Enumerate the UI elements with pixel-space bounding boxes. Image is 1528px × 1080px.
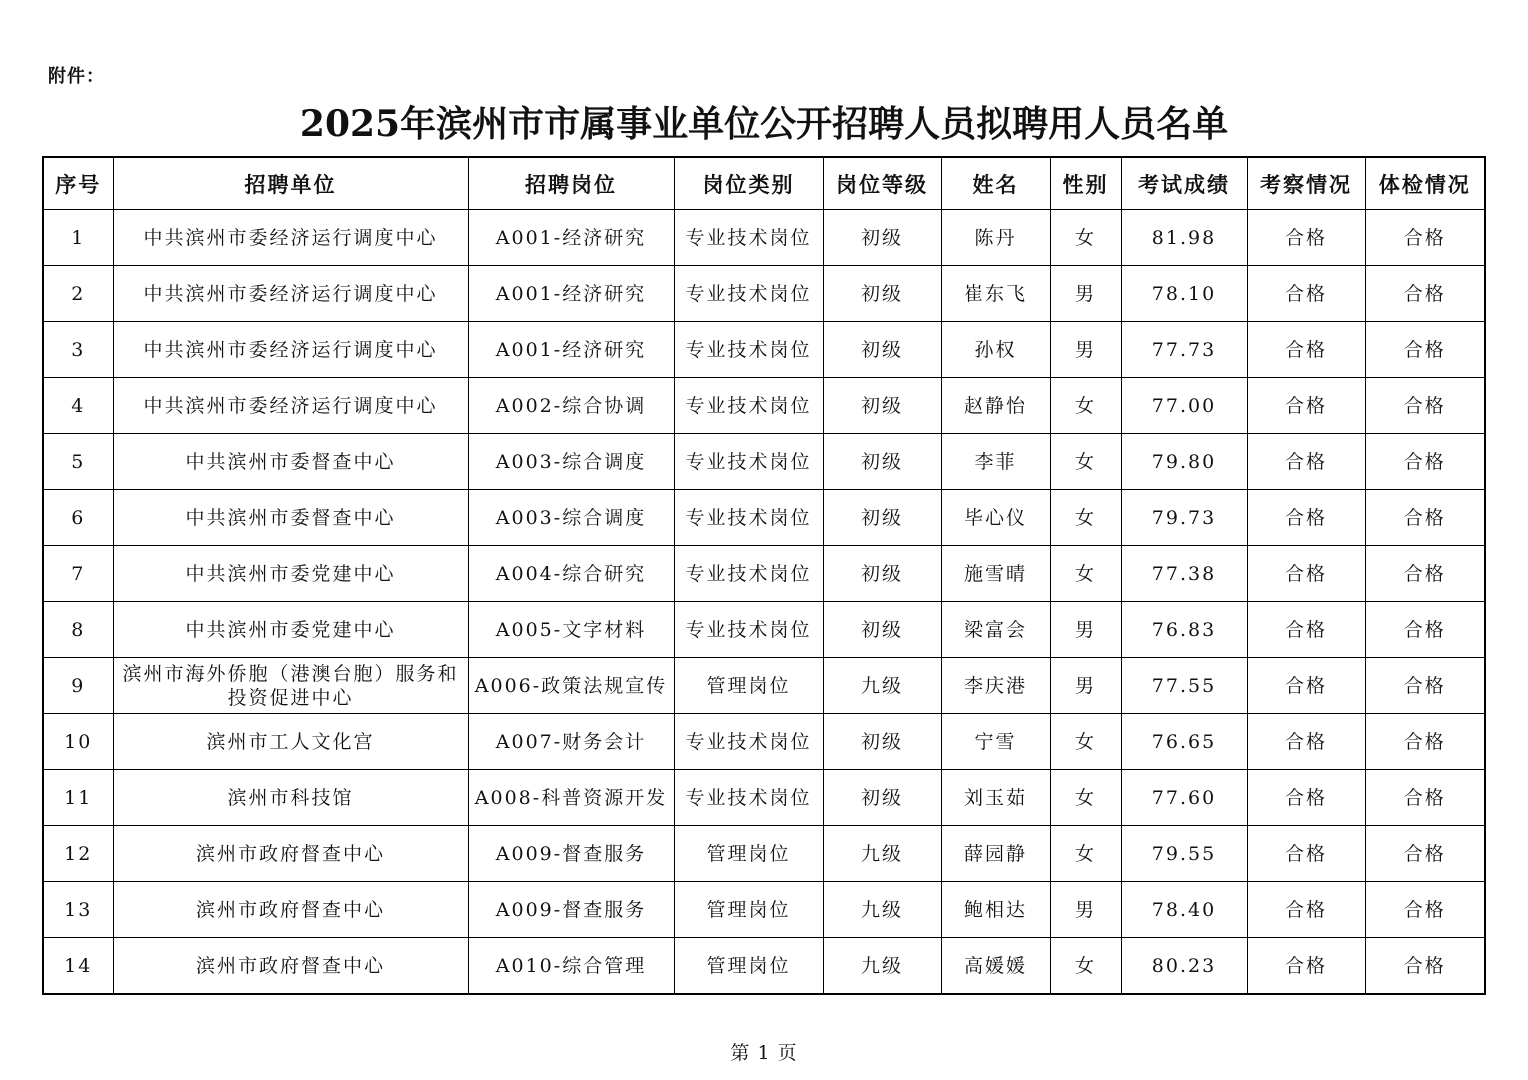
table-row [43, 378, 1485, 434]
cell-name: 高媛媛 [941, 938, 1050, 995]
cell-no: 13 [43, 882, 113, 938]
column-header-category: 岗位类别 [674, 157, 823, 210]
cell-unit: 滨州市科技馆 [113, 770, 468, 826]
cell-medical: 合格 [1365, 210, 1485, 266]
cell-post: A009-督查服务 [468, 882, 674, 938]
cell-name: 梁富会 [941, 602, 1050, 658]
column-header-level: 岗位等级 [823, 157, 941, 210]
cell-name: 崔东飞 [941, 266, 1050, 322]
cell-post: A002-综合协调 [468, 378, 674, 434]
cell-name: 孙权 [941, 322, 1050, 378]
cell-score: 76.83 [1121, 602, 1247, 658]
cell-name: 陈丹 [941, 210, 1050, 266]
column-header-medical: 体检情况 [1365, 157, 1485, 210]
cell-inspection: 合格 [1247, 938, 1365, 995]
cell-gender: 女 [1050, 938, 1121, 995]
cell-post: A009-督查服务 [468, 826, 674, 882]
cell-gender: 女 [1050, 210, 1121, 266]
cell-medical: 合格 [1365, 378, 1485, 434]
cell-gender: 女 [1050, 714, 1121, 770]
cell-no: 4 [43, 378, 113, 434]
cell-post: A005-文字材料 [468, 602, 674, 658]
cell-medical: 合格 [1365, 602, 1485, 658]
cell-name: 薛园静 [941, 826, 1050, 882]
cell-category: 专业技术岗位 [674, 714, 823, 770]
page-number: 第 1 页 [730, 1042, 798, 1064]
cell-post: A006-政策法规宣传 [468, 658, 674, 714]
cell-category: 管理岗位 [674, 938, 823, 995]
cell-medical: 合格 [1365, 658, 1485, 714]
table-row [43, 546, 1485, 602]
cell-post: A007-财务会计 [468, 714, 674, 770]
cell-score: 77.00 [1121, 378, 1247, 434]
cell-gender: 女 [1050, 826, 1121, 882]
table-row [43, 826, 1485, 882]
cell-name: 赵静怡 [941, 378, 1050, 434]
cell-score: 80.23 [1121, 938, 1247, 995]
cell-unit: 中共滨州市委党建中心 [113, 546, 468, 602]
cell-level: 初级 [823, 322, 941, 378]
table-row [43, 490, 1485, 546]
cell-gender: 男 [1050, 882, 1121, 938]
cell-level: 初级 [823, 210, 941, 266]
cell-inspection: 合格 [1247, 658, 1365, 714]
cell-score: 77.38 [1121, 546, 1247, 602]
cell-category: 专业技术岗位 [674, 490, 823, 546]
cell-inspection: 合格 [1247, 714, 1365, 770]
cell-post: A001-经济研究 [468, 266, 674, 322]
cell-unit: 滨州市政府督查中心 [113, 826, 468, 882]
cell-level: 九级 [823, 826, 941, 882]
cell-medical: 合格 [1365, 434, 1485, 490]
cell-unit: 中共滨州市委经济运行调度中心 [113, 378, 468, 434]
cell-medical: 合格 [1365, 770, 1485, 826]
cell-level: 初级 [823, 714, 941, 770]
cell-medical: 合格 [1365, 826, 1485, 882]
table-row [43, 882, 1485, 938]
cell-inspection: 合格 [1247, 210, 1365, 266]
cell-medical: 合格 [1365, 490, 1485, 546]
document-title: 2025年滨州市市属事业单位公开招聘人员拟聘用人员名单 [299, 103, 1229, 145]
cell-score: 79.55 [1121, 826, 1247, 882]
cell-name: 刘玉茹 [941, 770, 1050, 826]
cell-category: 专业技术岗位 [674, 770, 823, 826]
cell-gender: 女 [1050, 490, 1121, 546]
cell-name: 李菲 [941, 434, 1050, 490]
column-header-score: 考试成绩 [1121, 157, 1247, 210]
table-row [43, 266, 1485, 322]
cell-score: 78.10 [1121, 266, 1247, 322]
column-header-inspection: 考察情况 [1247, 157, 1365, 210]
cell-category: 专业技术岗位 [674, 602, 823, 658]
cell-category: 专业技术岗位 [674, 266, 823, 322]
cell-category: 专业技术岗位 [674, 210, 823, 266]
cell-score: 79.80 [1121, 434, 1247, 490]
cell-unit: 滨州市海外侨胞（港澳台胞）服务和投资促进中心 [113, 658, 468, 714]
cell-unit: 中共滨州市委经济运行调度中心 [113, 266, 468, 322]
cell-unit: 中共滨州市委督查中心 [113, 490, 468, 546]
cell-level: 九级 [823, 882, 941, 938]
column-header-name: 姓名 [941, 157, 1050, 210]
cell-unit: 中共滨州市委督查中心 [113, 434, 468, 490]
cell-score: 76.65 [1121, 714, 1247, 770]
cell-medical: 合格 [1365, 938, 1485, 995]
cell-level: 初级 [823, 546, 941, 602]
cell-level: 九级 [823, 658, 941, 714]
cell-gender: 女 [1050, 434, 1121, 490]
column-header-post: 招聘岗位 [468, 157, 674, 210]
cell-category: 管理岗位 [674, 826, 823, 882]
cell-gender: 男 [1050, 602, 1121, 658]
cell-medical: 合格 [1365, 714, 1485, 770]
cell-category: 专业技术岗位 [674, 546, 823, 602]
table-row [43, 602, 1485, 658]
cell-inspection: 合格 [1247, 770, 1365, 826]
cell-category: 专业技术岗位 [674, 434, 823, 490]
cell-no: 14 [43, 938, 113, 995]
cell-category: 专业技术岗位 [674, 378, 823, 434]
column-header-gender: 性别 [1050, 157, 1121, 210]
cell-medical: 合格 [1365, 266, 1485, 322]
table-row [43, 770, 1485, 826]
cell-inspection: 合格 [1247, 490, 1365, 546]
cell-medical: 合格 [1365, 882, 1485, 938]
cell-name: 毕心仪 [941, 490, 1050, 546]
cell-level: 初级 [823, 266, 941, 322]
cell-category: 专业技术岗位 [674, 322, 823, 378]
table-header-row [43, 157, 1485, 210]
cell-post: A004-综合研究 [468, 546, 674, 602]
cell-medical: 合格 [1365, 322, 1485, 378]
cell-no: 7 [43, 546, 113, 602]
cell-inspection: 合格 [1247, 378, 1365, 434]
cell-level: 初级 [823, 602, 941, 658]
cell-unit: 滨州市工人文化宫 [113, 714, 468, 770]
cell-no: 9 [43, 658, 113, 714]
cell-inspection: 合格 [1247, 882, 1365, 938]
cell-no: 6 [43, 490, 113, 546]
cell-unit: 中共滨州市委经济运行调度中心 [113, 210, 468, 266]
cell-no: 11 [43, 770, 113, 826]
table-row [43, 322, 1485, 378]
attachment-label: 附件： [48, 66, 105, 87]
cell-score: 78.40 [1121, 882, 1247, 938]
cell-score: 81.98 [1121, 210, 1247, 266]
cell-category: 管理岗位 [674, 882, 823, 938]
cell-no: 2 [43, 266, 113, 322]
cell-name: 施雪晴 [941, 546, 1050, 602]
cell-level: 初级 [823, 434, 941, 490]
cell-gender: 女 [1050, 378, 1121, 434]
cell-inspection: 合格 [1247, 546, 1365, 602]
column-header-unit: 招聘单位 [113, 157, 468, 210]
cell-gender: 女 [1050, 546, 1121, 602]
cell-score: 77.60 [1121, 770, 1247, 826]
cell-no: 5 [43, 434, 113, 490]
table-row [43, 210, 1485, 266]
cell-category: 管理岗位 [674, 658, 823, 714]
cell-unit: 中共滨州市委经济运行调度中心 [113, 322, 468, 378]
table-row [43, 658, 1485, 714]
cell-no: 12 [43, 826, 113, 882]
cell-level: 九级 [823, 938, 941, 995]
cell-post: A003-综合调度 [468, 434, 674, 490]
table-row [43, 434, 1485, 490]
cell-inspection: 合格 [1247, 322, 1365, 378]
table-row [43, 938, 1485, 995]
cell-no: 10 [43, 714, 113, 770]
cell-post: A008-科普资源开发 [468, 770, 674, 826]
cell-unit: 滨州市政府督查中心 [113, 882, 468, 938]
cell-medical: 合格 [1365, 546, 1485, 602]
cell-name: 鲍相达 [941, 882, 1050, 938]
hiring-roster-table [42, 156, 1486, 995]
cell-no: 3 [43, 322, 113, 378]
cell-gender: 男 [1050, 266, 1121, 322]
cell-level: 初级 [823, 490, 941, 546]
cell-score: 77.73 [1121, 322, 1247, 378]
column-header-no: 序号 [43, 157, 113, 210]
cell-score: 79.73 [1121, 490, 1247, 546]
cell-unit: 滨州市政府督查中心 [113, 938, 468, 995]
cell-post: A001-经济研究 [468, 210, 674, 266]
cell-no: 1 [43, 210, 113, 266]
cell-inspection: 合格 [1247, 602, 1365, 658]
cell-post: A010-综合管理 [468, 938, 674, 995]
cell-name: 宁雪 [941, 714, 1050, 770]
cell-gender: 女 [1050, 770, 1121, 826]
cell-inspection: 合格 [1247, 434, 1365, 490]
cell-level: 初级 [823, 378, 941, 434]
cell-gender: 男 [1050, 322, 1121, 378]
cell-no: 8 [43, 602, 113, 658]
cell-unit: 中共滨州市委党建中心 [113, 602, 468, 658]
table-row [43, 714, 1485, 770]
cell-post: A003-综合调度 [468, 490, 674, 546]
cell-gender: 男 [1050, 658, 1121, 714]
cell-post: A001-经济研究 [468, 322, 674, 378]
cell-inspection: 合格 [1247, 266, 1365, 322]
cell-inspection: 合格 [1247, 826, 1365, 882]
cell-score: 77.55 [1121, 658, 1247, 714]
cell-name: 李庆港 [941, 658, 1050, 714]
cell-level: 初级 [823, 770, 941, 826]
